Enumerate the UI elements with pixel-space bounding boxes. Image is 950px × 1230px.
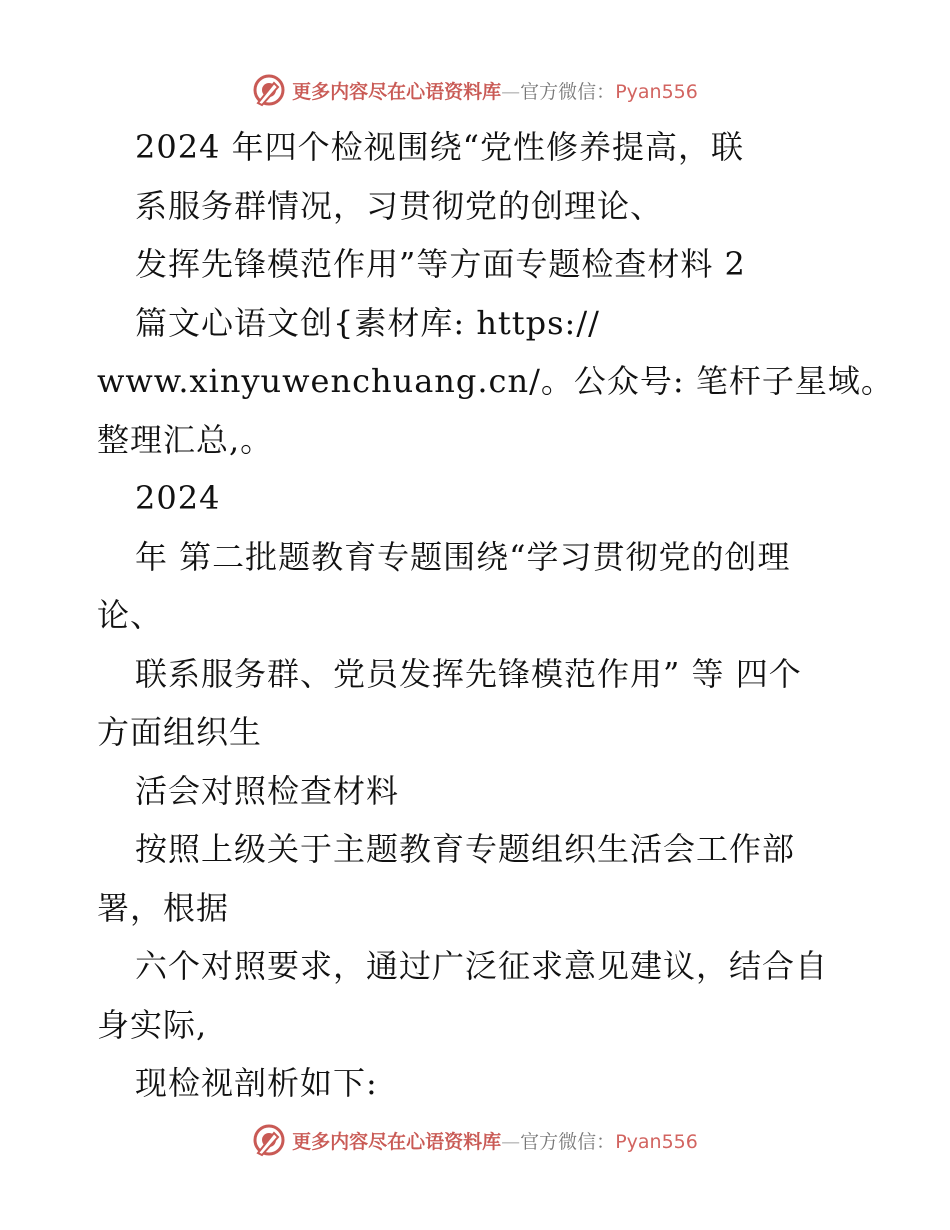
banner-wechat-label: 官方微信： [520, 1130, 616, 1153]
text-line: www.xinyuwenchuang.cn/。公众号: 笔杆子星域。 [97, 362, 894, 400]
text-line: 方面组织生 [97, 713, 263, 751]
banner-text [292, 1127, 698, 1154]
text-line: 整理汇总,。 [97, 420, 274, 459]
text-line: 发挥先锋模范作用”等方面专题检查材料 2 [135, 245, 746, 283]
banner-wechat-label: 官方微信： [520, 80, 616, 103]
text-line: 署，根据 [97, 888, 230, 927]
header-banner [0, 70, 950, 110]
text-line: 联系服务群、党员发挥先锋模范作用” 等 四个 [135, 654, 802, 693]
banner-text [292, 77, 698, 104]
text-line: 2024 [135, 479, 221, 517]
footer-banner [0, 1120, 950, 1160]
text-line: 现检视剖析如下: [135, 1064, 378, 1102]
banner-wechat-id: Pyan556 [615, 80, 698, 103]
text-line: 按照上级关于主题教育专题组织生活会工作部 [135, 830, 796, 868]
text-line: 年 第二批题教育专题围绕“学习贯彻党的创理 [135, 537, 791, 576]
document-body [97, 118, 894, 1113]
text-line: 系服务群情况，习贯彻党的创理论、 [135, 186, 664, 225]
text-line: 篇文心语文创{素材库: https:// [135, 303, 600, 342]
pen-logo-icon [252, 73, 286, 107]
banner-title: 更多内容尽在心语资料库 [292, 80, 502, 103]
text-line: 身实际, [97, 1005, 208, 1044]
text-line: 活会对照检查材料 [135, 771, 400, 810]
text-line: 六个对照要求，通过广泛征求意见建议，结合自 [135, 947, 829, 985]
banner-wechat-id: Pyan556 [615, 1130, 698, 1153]
text-line: 论、 [97, 596, 164, 634]
banner-title: 更多内容尽在心语资料库 [292, 1130, 502, 1153]
text-line: 2024 年四个检视围绕“党性修养提高，联 [135, 128, 744, 166]
banner-separator: — [501, 80, 521, 103]
banner-separator: — [501, 1130, 521, 1153]
pen-logo-icon [252, 1123, 286, 1157]
